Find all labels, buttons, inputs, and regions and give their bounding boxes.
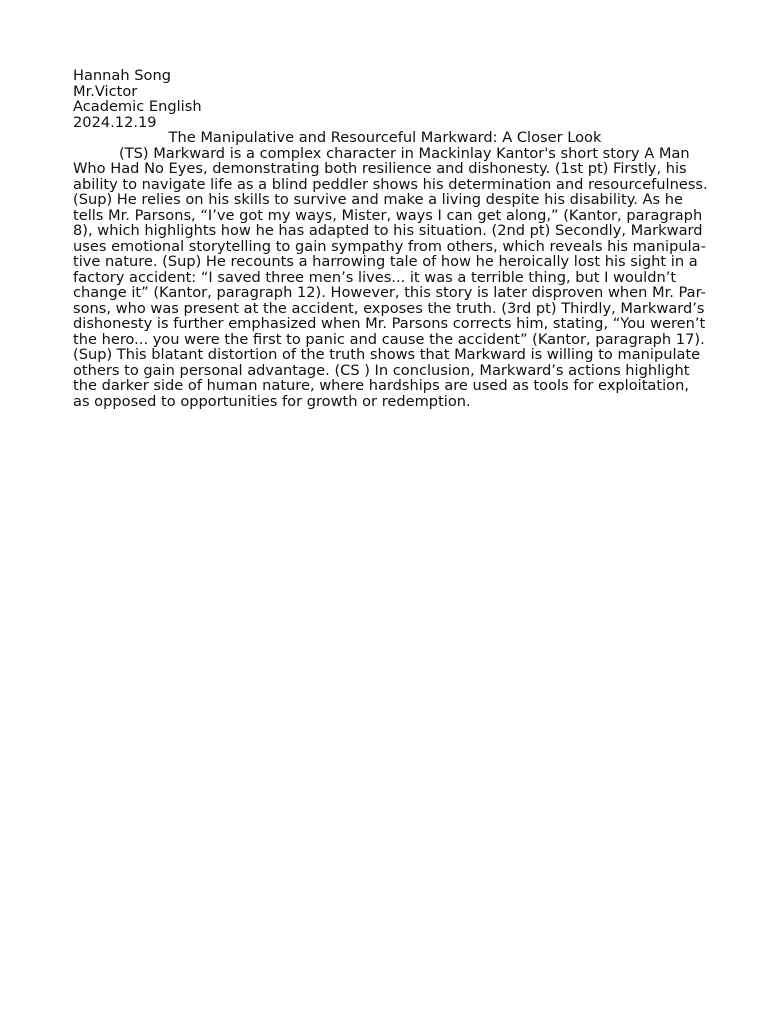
teacher-name: Mr.Victor	[73, 82, 138, 100]
date: 2024.12.19	[73, 113, 157, 131]
essay-paragraph	[73, 144, 708, 410]
paragraph-line: change it” (Kantor, paragraph 12). However, this story is later disproven when Mr. Par-	[73, 284, 706, 301]
paragraph-line: (Sup) He relies on his skills to survive and make a living despite his disability. As he	[73, 191, 683, 208]
paragraph-line: factory accident: “I saved three men’s lives... it was a terrible thing, but I wouldn’t	[73, 268, 677, 286]
paragraph-line: others to gain personal advantage. (CS ) In conclusion, Markward’s actions highlight	[73, 361, 690, 379]
paragraph-line: (Sup) This blatant distortion of the truth shows that Markward is willing to manipulate	[73, 346, 701, 363]
student-name: Hannah Song	[73, 67, 171, 84]
paragraph-line: uses emotional storytelling to gain sympathy from others, which reveals his manipula-	[73, 237, 706, 255]
paragraph-line: ability to navigate life as a blind peddler shows his determination and resourcefulness.	[73, 175, 708, 193]
paragraph-line: tells Mr. Parsons, “I’ve got my ways, Mister, ways I can get along,” (Kantor, paragraph	[73, 206, 703, 224]
essay-title: The Manipulative and Resourceful Markward: A Closer Look	[168, 129, 602, 146]
paragraph-line: the hero... you were the first to panic and cause the accident” (Kantor, paragraph 17).	[73, 330, 705, 348]
course-name: Academic English	[73, 98, 202, 115]
paragraph-line: sons, who was present at the accident, exposes the truth. (3rd pt) Thirdly, Markward’s	[73, 299, 705, 317]
paragraph-line: as opposed to opportunities for growth or redemption.	[73, 392, 471, 410]
paragraph-line: (TS) Markward is a complex character in Mackinlay Kantor's short story A Man	[119, 144, 690, 162]
paragraph-line: dishonesty is further emphasized when Mr. Parsons corrects him, stating, “You weren’t	[73, 315, 706, 332]
paragraph-line: tive nature. (Sup) He recounts a harrowing tale of how he heroically lost his sight in a	[73, 253, 698, 270]
paragraph-line: 8), which highlights how he has adapted to his situation. (2nd pt) Secondly, Markward	[73, 222, 703, 239]
paragraph-line: the darker side of human nature, where hardships are used as tools for exploitation,	[73, 377, 689, 394]
paragraph-line: Who Had No Eyes, demonstrating both resilience and dishonesty. (1st pt) Firstly, his	[73, 160, 687, 177]
document-body	[73, 67, 708, 410]
